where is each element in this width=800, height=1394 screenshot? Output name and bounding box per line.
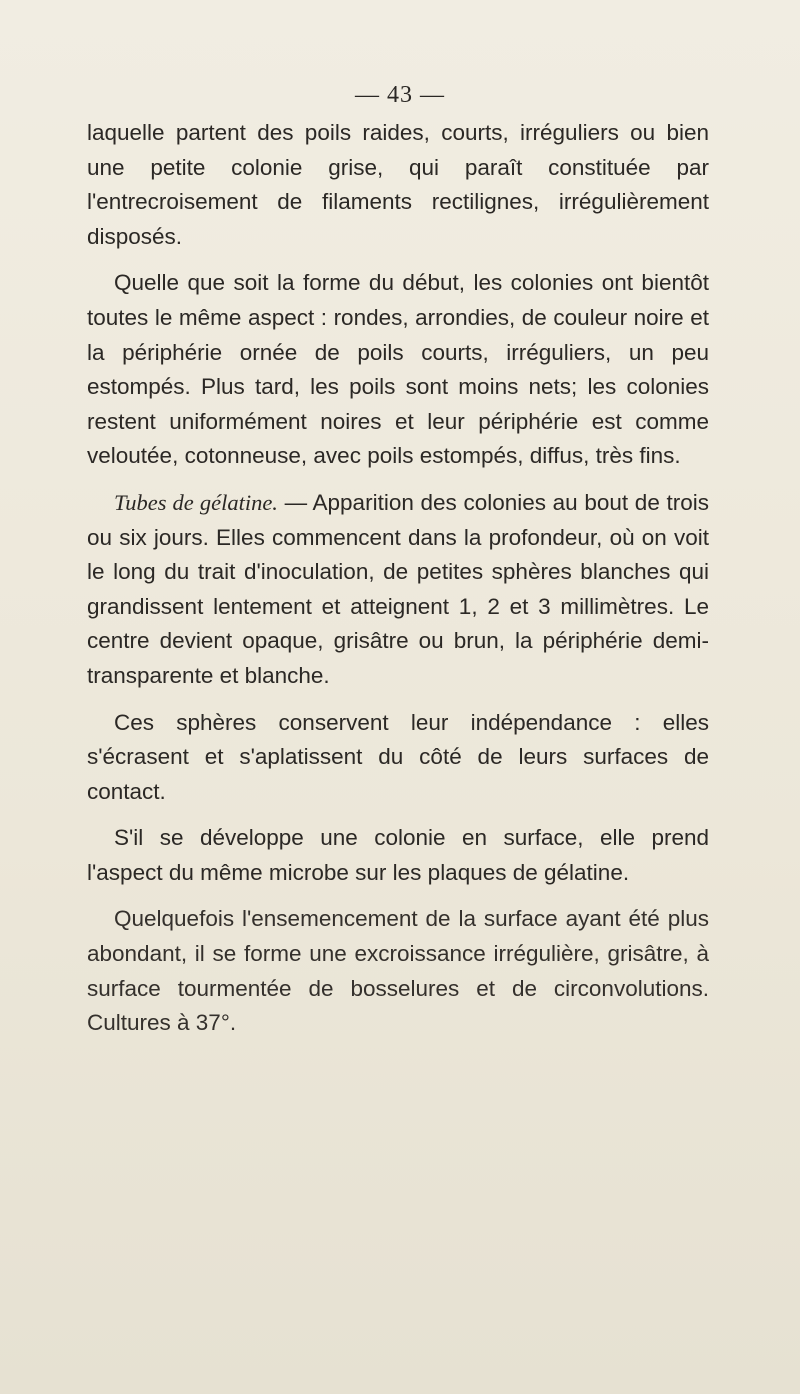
- paragraph-text: Quelle que soit la forme du début, les colonies ont bientôt toutes le même aspect : rondes, arrondies, de couleur noire et la périphérie ornée de poils courts, irréguliers, un peu estompés. Plus tard, les poils sont moins nets; les colonies restent uniformément noires et leur périphérie est comme veloutée, cotonneuse, avec poils estompés, diffus, très fins.: [87, 270, 709, 469]
- paragraph-text: — Apparition des colonies au bout de trois ou six jours. Elles commencent dans la profondeur, où on voit le long du trait d'inoculation, de petites sphères blanches qui grandissent lentement et atteignent 1, 2 et 3 millimètres. Le centre devient opaque, grisâtre ou brun, la périphérie demi-transparente et blanche.: [87, 489, 710, 688]
- paragraph-gelatin-tubes: [87, 486, 709, 694]
- body-text: [87, 116, 709, 1053]
- paragraph-seeding: [87, 902, 709, 1040]
- section-lead: Tubes de gélatine.: [114, 489, 278, 515]
- paragraph-colony-aspect: [87, 266, 709, 474]
- page-number: — 43 —: [355, 82, 445, 108]
- paragraph-text: laquelle partent des poils raides, courts, irréguliers ou bien une petite colonie grise, qui paraît constituée par l'entrecroisement de filaments rectilignes, irrégulièrement disposés.: [87, 120, 709, 249]
- paragraph-spheres: [87, 706, 709, 810]
- paragraph-continuation: [87, 116, 709, 254]
- paragraph-text: Quelquefois l'ensemencement de la surface ayant été plus abondant, il se forme une excroissance irrégulière, grisâtre, à surface tourmentée de bosselures et de circonvolutions. Cultures à 37°.: [87, 906, 709, 1036]
- paragraph-text: Ces sphères conservent leur indépendance : elles s'écrasent et s'aplatissent du côté de leurs surfaces de contact.: [87, 709, 709, 804]
- paragraph-text: S'il se développe une colonie en surface, elle prend l'aspect du même microbe sur les plaques de gélatine.: [87, 825, 709, 885]
- paragraph-surface-colony: [87, 821, 709, 890]
